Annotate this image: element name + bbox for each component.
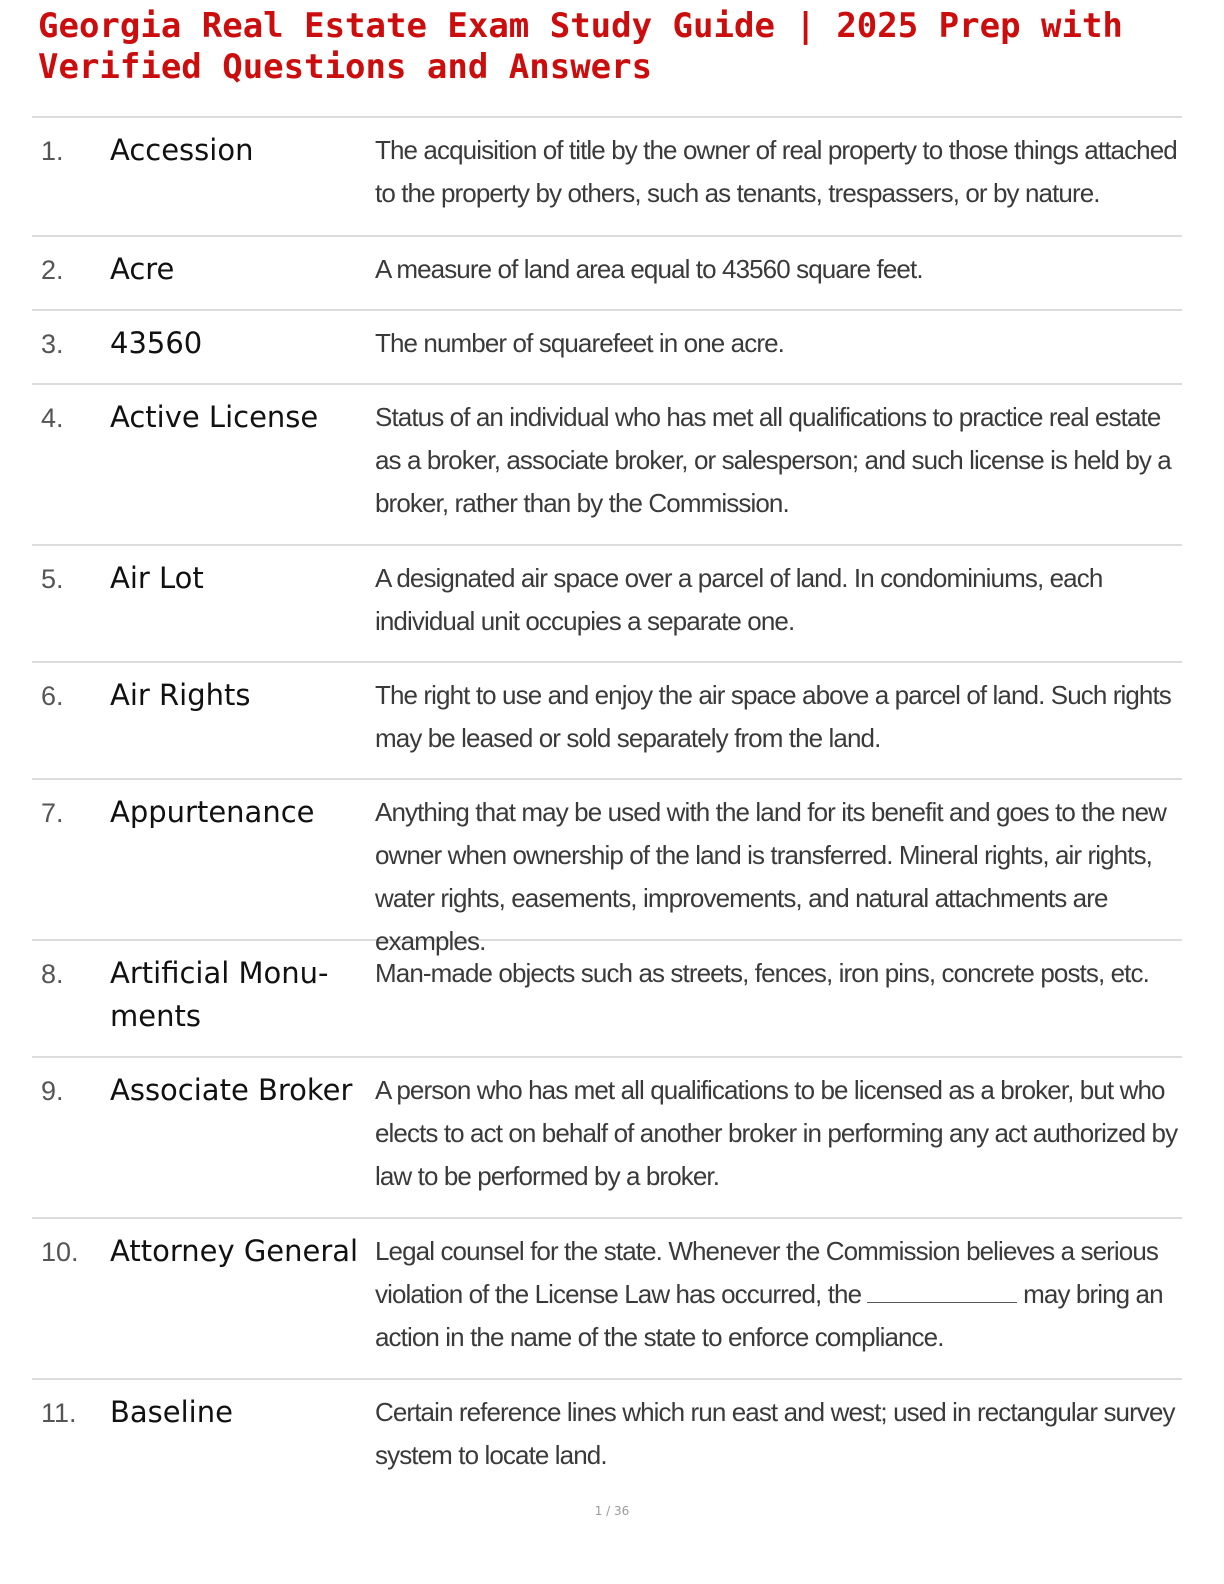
term-definition: The number of squarefeet in one acre. xyxy=(375,328,784,358)
term-row xyxy=(32,237,1182,311)
term-row xyxy=(32,311,1182,385)
term-number: 5. xyxy=(41,564,64,594)
term-number: 11. xyxy=(41,1398,77,1428)
term-name: Appurtenance xyxy=(110,795,315,829)
terms-table xyxy=(32,116,1182,1497)
term-number: 6. xyxy=(41,681,64,711)
term-definition: A person who has met all qualifications to be licensed as a broker, but who elects to act on behalf of another broker in performing any act authorized by law to be performed by a broker. xyxy=(375,1075,1178,1191)
term-row xyxy=(32,941,1182,1058)
term-row xyxy=(32,1058,1182,1219)
term-definition: Status of an individual who has met all qualifications to practice real estate as a broker, associate broker, or salesperson; and such license is held by a broker, rather than by the Commission. xyxy=(375,402,1171,518)
page-indicator: 1 / 36 xyxy=(594,1504,630,1518)
term-name: Accession xyxy=(110,133,254,167)
term-name: Associate Broker xyxy=(110,1073,353,1107)
definition-text-after-blank: may bring an action in the name of the state to enforce compliance. xyxy=(375,1279,1163,1352)
term-definition: Man-made objects such as streets, fences, iron pins, concrete posts, etc. xyxy=(375,958,1149,988)
term-definition: A measure of land area equal to 43560 square feet. xyxy=(375,254,923,284)
term-number: 2. xyxy=(41,255,64,285)
term-number: 9. xyxy=(41,1076,64,1106)
term-name: Artificial Monu- ments xyxy=(110,956,329,1033)
definition-text-before-blank: Legal counsel for the state. Whenever the Commission believes a serious violation of the License Law has occurred, the xyxy=(375,1236,1158,1309)
term-number: 7. xyxy=(41,798,64,828)
page-title: Georgia Real Estate Exam Study Guide | 2025 Prep with Verified Questions and Answers xyxy=(38,6,1123,87)
term-name: Baseline xyxy=(110,1395,233,1429)
term-name: Acre xyxy=(110,252,175,286)
term-row xyxy=(32,1219,1182,1380)
term-row xyxy=(32,118,1182,237)
term-row xyxy=(32,546,1182,663)
term-name: Attorney General xyxy=(110,1234,359,1268)
term-row xyxy=(32,385,1182,546)
term-number: 8. xyxy=(41,959,64,989)
term-row xyxy=(32,1380,1182,1497)
term-number: 10. xyxy=(41,1237,79,1267)
term-name: 43560 xyxy=(110,326,203,360)
term-definition: The right to use and enjoy the air space above a parcel of land. Such rights may be leased or sold separately from the land. xyxy=(375,680,1171,753)
term-row xyxy=(32,780,1182,956)
term-number: 4. xyxy=(41,403,64,433)
term-definition: Certain reference lines which run east and west; used in rectangular survey system to locate land. xyxy=(375,1397,1175,1470)
term-definition xyxy=(375,1230,1182,1359)
term-definition: The acquisition of title by the owner of real property to those things attached to the property by others, such as tenants, trespassers, or by nature. xyxy=(375,135,1177,208)
term-definition: A designated air space over a parcel of land. In condominiums, each individual unit occupies a separate one. xyxy=(375,563,1103,636)
term-definition: Anything that may be used with the land for its benefit and goes to the new owner when ownership of the land is transferred. Mineral rights, air rights, water rights, easements, improvements, and natural attachments are examples. xyxy=(375,797,1167,956)
term-number: 3. xyxy=(41,329,64,359)
term-name: Air Lot xyxy=(110,561,204,595)
term-number: 1. xyxy=(41,136,64,166)
term-name: Air Rights xyxy=(110,678,251,712)
fill-in-blank xyxy=(867,1280,1017,1303)
term-row xyxy=(32,663,1182,780)
term-name: Active License xyxy=(110,400,319,434)
